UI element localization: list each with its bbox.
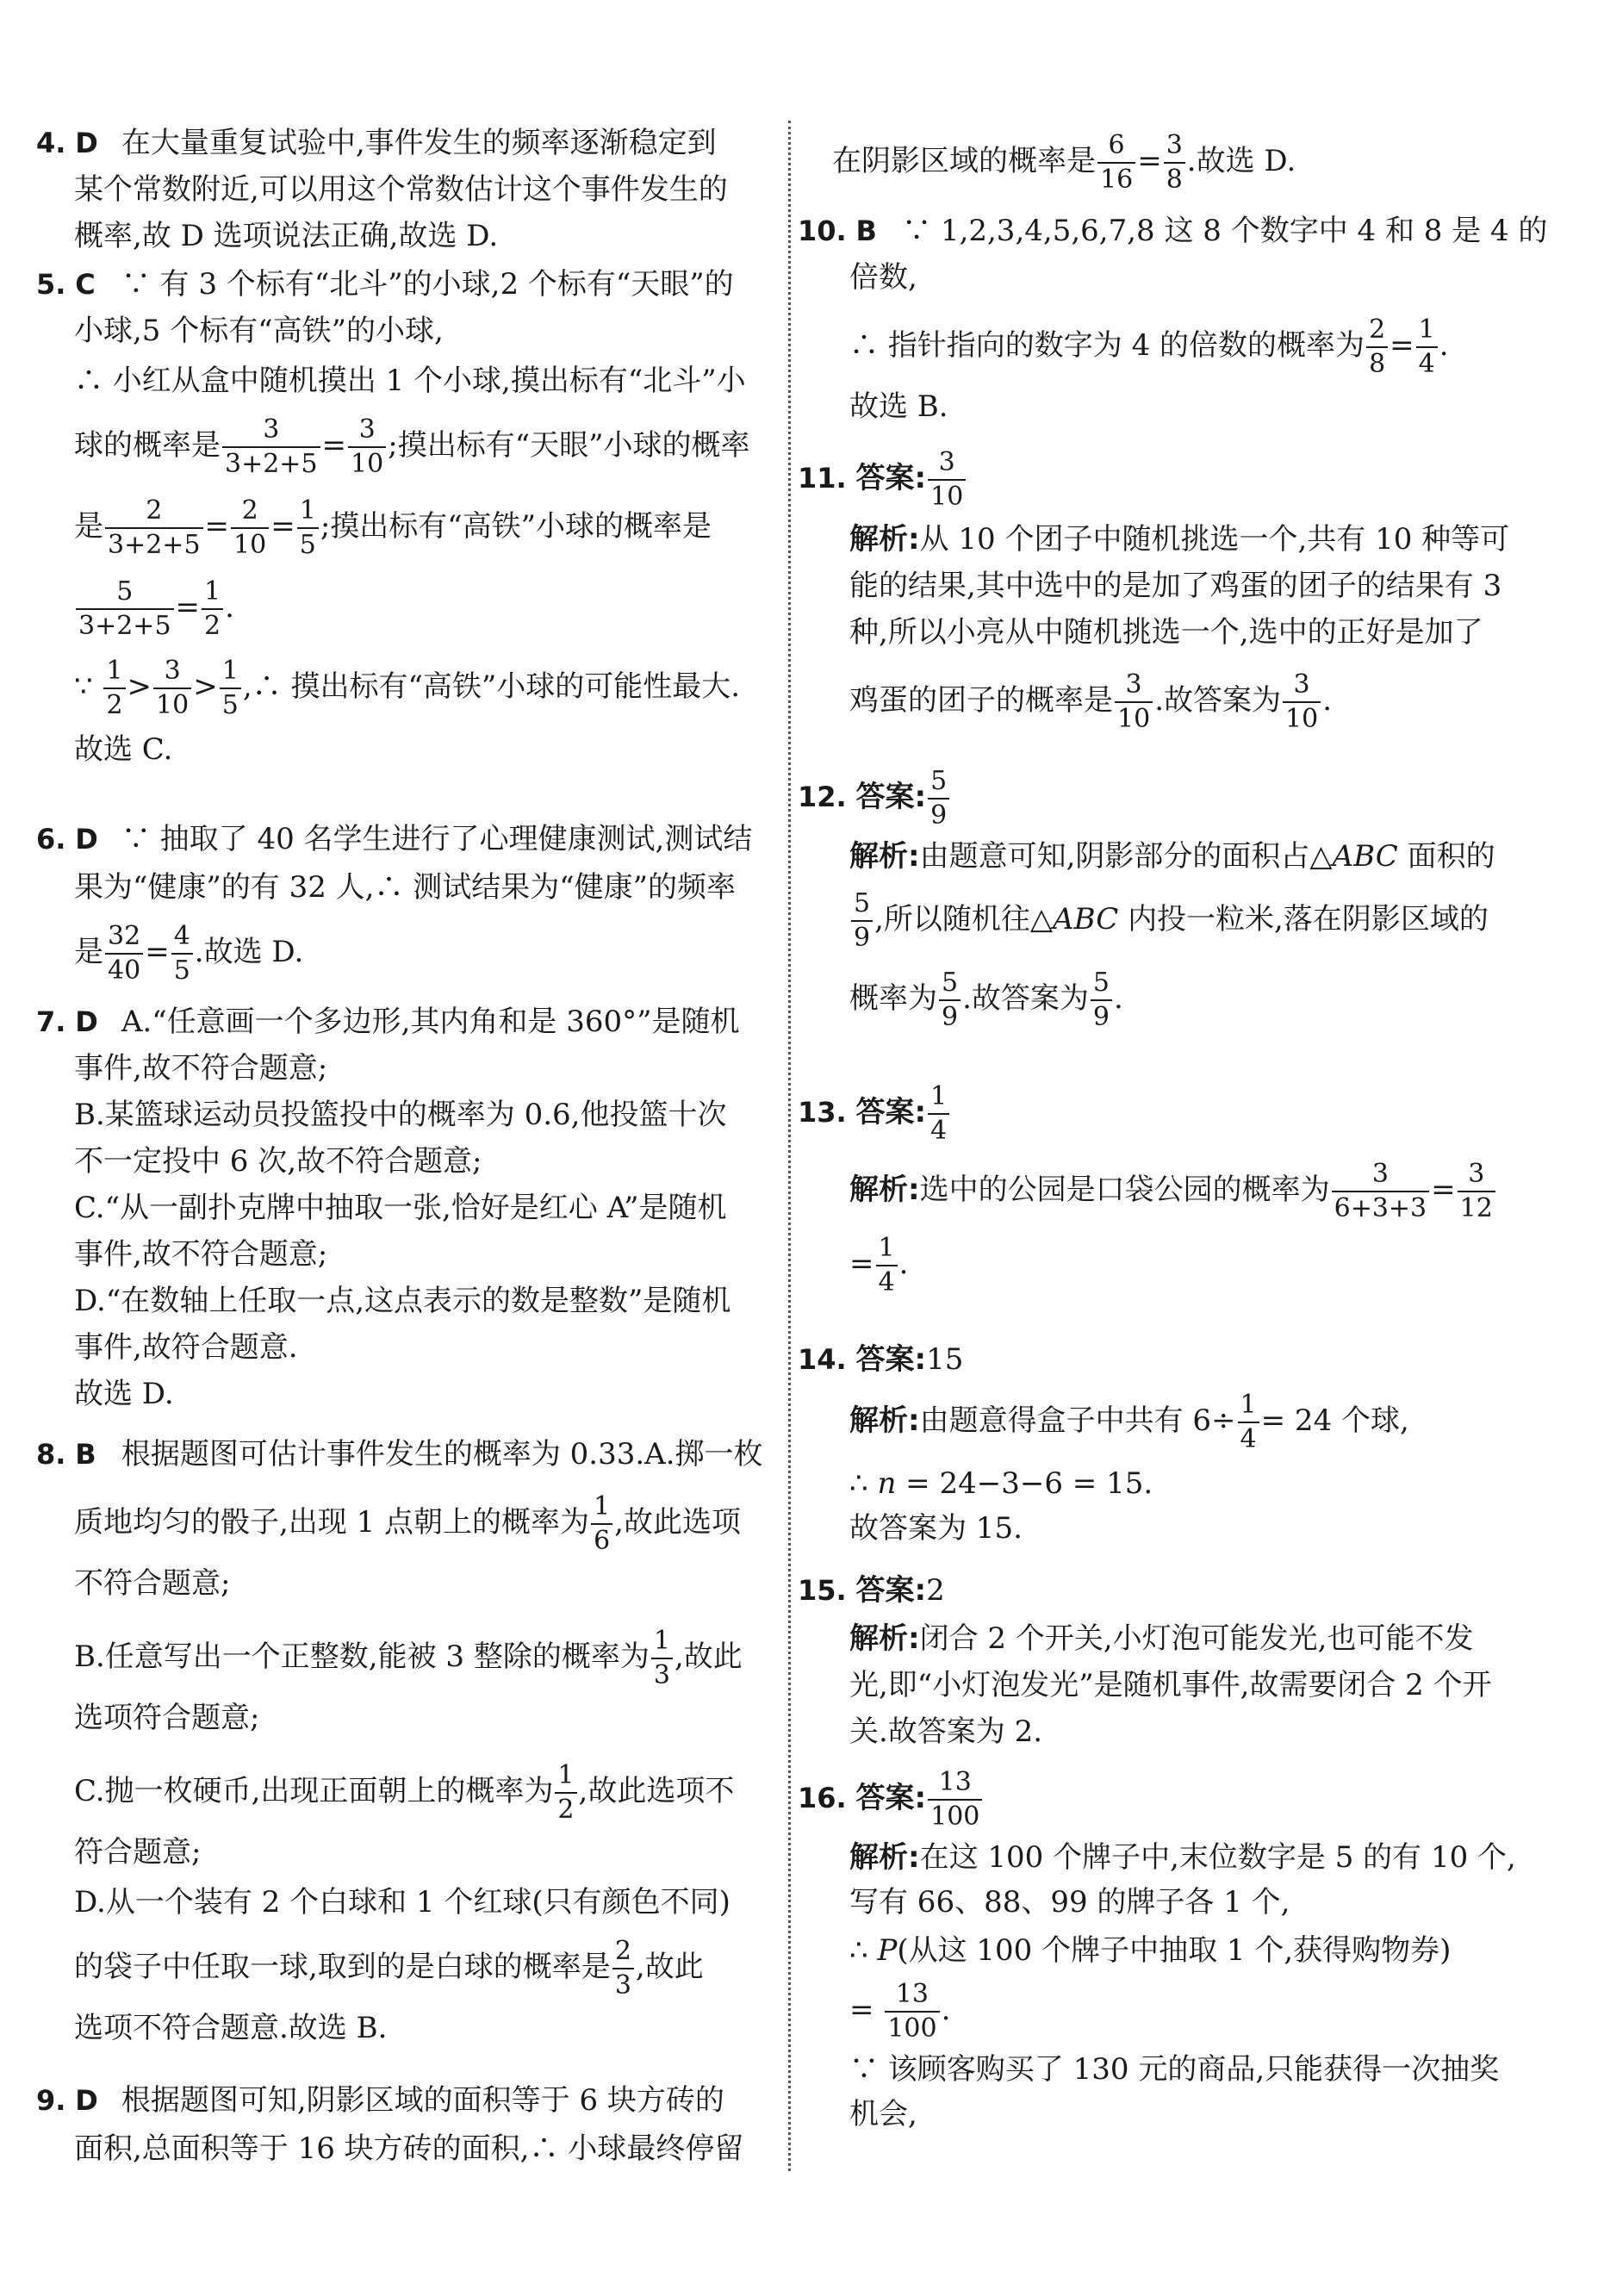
formula-line — [798, 314, 1547, 377]
column-divider — [788, 121, 791, 2171]
equals-sign: = — [145, 935, 170, 969]
text-line: 闭合 2 个开关,小灯泡可能发光,也可能不发 — [919, 1621, 1474, 1656]
fraction: $\frac{3}{6+3+3}$ — [1332, 1161, 1430, 1222]
text-line: D.“在数轴上任取一点,这点表示的数是整数”是随机 — [74, 1284, 731, 1318]
text-segment: ;摸出标有“天眼”小球的概率 — [388, 428, 750, 463]
fraction: $\frac{1}{4}$ — [876, 1235, 898, 1296]
item-8 — [36, 1434, 763, 2049]
fraction: $\frac{3}{8}$ — [1164, 133, 1185, 193]
item-number: 11. — [798, 462, 847, 495]
item-5 — [36, 264, 749, 770]
text-line: 事件,故不符合题意; — [74, 1051, 328, 1086]
answer-fraction: $\frac{3}{10}$ — [928, 450, 966, 510]
text-line: C.“从一副扑克牌中抽取一张,恰好是红心 A”是随机 — [74, 1191, 727, 1225]
text-line: D.从一个装有 2 个白球和 1 个红球(只有颜色不同) — [74, 1885, 731, 1920]
equals-sign: = — [204, 509, 230, 544]
solution-label: 解析: — [849, 1173, 920, 1207]
fraction: $\frac{5}{9}$ — [851, 891, 873, 951]
text-segment: ∴ 指针指向的数字为 4 的倍数的概率为 — [849, 328, 1365, 363]
text-segment: . — [1114, 981, 1123, 1016]
text-segment: ,故此 — [635, 1950, 704, 1984]
text-line: 倍数, — [849, 260, 917, 295]
text-line: ∴ 小红从盒中随机摸出 1 个小球,摸出标有“北斗”小 — [74, 364, 746, 398]
fraction: $\frac{32}{40}$ — [105, 924, 143, 984]
text-segment: ,∴ 摸出标有“高铁”小球的可能性最大. — [242, 669, 741, 704]
formula-line — [798, 887, 1495, 951]
text-segment: 球的概率是 — [74, 428, 221, 463]
fraction: $\frac{1}{2}$ — [555, 1763, 576, 1823]
text-line: ∵ 有 3 个标有“北斗”的小球,2 个标有“天眼”的 — [121, 267, 734, 302]
text-line: 机会, — [849, 2097, 917, 2131]
text-line: 在这 100 个牌子中,末位数字是 5 的有 10 个, — [919, 1840, 1516, 1875]
item-7 — [36, 1001, 740, 1415]
item-number: 14. — [798, 1343, 847, 1376]
formula-line — [36, 920, 752, 984]
text-segment: . — [898, 1247, 909, 1281]
variable-n: n — [877, 1466, 897, 1501]
fraction: $\frac{3}{10}$ — [348, 417, 386, 477]
because-symbol: ∵ — [74, 669, 93, 704]
text-segment: (从这 100 个牌子中抽取 1 个,获得购物券) — [897, 1933, 1452, 1968]
text-segment: ,故此选项 — [614, 1505, 741, 1540]
text-line: ∵ 该顾客购买了 130 元的商品,只能获得一次抽奖 — [849, 2052, 1500, 2087]
text-segment: 选中的公园是口袋公园的概率为 — [919, 1173, 1330, 1207]
fraction: $\frac{1}{5}$ — [297, 498, 319, 558]
fraction: $\frac{4}{5}$ — [171, 924, 193, 984]
equals-sign: = — [849, 1247, 874, 1281]
text-segment: 面积的 — [1407, 839, 1495, 874]
fraction: $\frac{3}{10}$ — [1115, 672, 1153, 732]
fraction: $\frac{1}{2}$ — [103, 658, 125, 719]
text-segment: .故答案为 — [962, 981, 1089, 1016]
text-line: ∵ 抽取了 40 名学生进行了心理健康测试,测试结 — [121, 822, 753, 856]
item-9-continued — [832, 129, 1296, 193]
text-segment: C.抛一枚硬币,出现正面朝上的概率为 — [74, 1774, 554, 1808]
text-line: B.某篮球运动员投篮投中的概率为 0.6,他投篮十次 — [74, 1098, 727, 1132]
solution-label: 解析: — [849, 1403, 920, 1438]
item-12 — [798, 765, 1495, 1030]
text-segment: .故选 D. — [1186, 144, 1296, 178]
answer-fraction: $\frac{5}{9}$ — [928, 768, 949, 829]
text-segment: 质地均匀的骰子,出现 1 点朝上的概率为 — [74, 1505, 590, 1540]
answer-label: 答案: — [855, 461, 927, 495]
text-segment: . — [941, 1993, 951, 2027]
item-6 — [36, 818, 752, 984]
text-line: 根据题图可估计事件发生的概率为 0.33.A.掷一枚 — [121, 1437, 763, 1472]
text-segment: 的袋子中任取一球,取到的是白球的概率是 — [74, 1950, 611, 1984]
text-segment: 是 — [74, 935, 103, 969]
item-number: 9. — [36, 2084, 66, 2117]
text-line: 光,即“小灯泡发光”是随机事件,故需要闭合 2 个开 — [849, 1668, 1492, 1702]
choice-answer: B — [75, 1438, 96, 1471]
triangle-abc: △ABC — [1029, 902, 1119, 936]
text-line: 写有 66、88、99 的牌子各 1 个, — [849, 1885, 1290, 1920]
text-segment: B.任意写出一个正整数,能被 3 整除的概率为 — [74, 1640, 650, 1674]
text-segment: ,故此选项不 — [578, 1774, 735, 1808]
answer-label: 答案: — [855, 1573, 927, 1608]
answer-fraction: $\frac{13}{100}$ — [928, 1770, 982, 1830]
formula-line — [798, 967, 1495, 1030]
fraction: $\frac{13}{100}$ — [885, 1982, 939, 2042]
text-line: 不符合题意; — [74, 1566, 231, 1601]
text-line: 种,所以小亮从中随机挑选一个,选中的正好是加了 — [849, 615, 1483, 650]
item-number: 15. — [798, 1574, 847, 1607]
formula-line — [798, 669, 1509, 732]
equals-sign: = — [849, 1993, 874, 2027]
choice-answer: D — [75, 2084, 98, 2117]
text-segment: = 24−3−6 = 15. — [896, 1466, 1153, 1501]
formula-line — [798, 1158, 1497, 1222]
text-segment: .故选 D. — [194, 935, 304, 969]
text-segment: . — [1439, 328, 1449, 363]
item-13 — [798, 1080, 1497, 1296]
answer-value: 15 — [926, 1342, 964, 1377]
text-line: 概率,故 D 选项说法正确,故选 D. — [74, 219, 499, 253]
text-line: 某个常数附近,可以用这个常数估计这个事件发生的 — [74, 172, 728, 207]
text-segment: 是 — [74, 509, 103, 544]
item-number: 13. — [798, 1096, 847, 1129]
fraction: $\frac{5}{9}$ — [939, 970, 961, 1030]
text-line: 故选 C. — [74, 732, 173, 767]
triangle-abc: △ABC — [1309, 839, 1398, 874]
text-segment: ∴ — [849, 1466, 878, 1501]
item-number: 7. — [36, 1005, 66, 1038]
fraction: $\frac{1}{3}$ — [651, 1628, 673, 1689]
fraction: $\frac{3}{3+2+5}$ — [222, 417, 320, 477]
answer-label: 答案: — [855, 1781, 927, 1815]
formula-line — [36, 655, 749, 719]
equals-sign: = — [175, 590, 201, 625]
text-line: 符合题意; — [74, 1835, 202, 1870]
formula-line — [798, 1389, 1409, 1453]
equals-sign: = — [1431, 1173, 1456, 1207]
equals-sign: = — [1390, 328, 1414, 363]
fraction: $\frac{1}{4}$ — [1238, 1392, 1259, 1453]
answer-label: 答案: — [855, 1342, 927, 1377]
text-segment: 概率为 — [849, 981, 937, 1016]
text-line: 不一定投中 6 次,故不符合题意; — [74, 1144, 482, 1179]
item-number: 6. — [36, 823, 66, 856]
item-number: 10. — [798, 215, 847, 247]
text-line: 从 10 个团子中随机挑选一个,共有 10 种等可 — [919, 522, 1510, 557]
item-10 — [798, 210, 1547, 427]
item-15 — [798, 1570, 1492, 1752]
text-segment: ;摸出标有“高铁”小球的概率是 — [320, 509, 712, 544]
choice-answer: D — [75, 1005, 98, 1038]
text-line: 选项不符合题意.故选 B. — [74, 2011, 388, 2045]
text-segment: .故答案为 — [1154, 683, 1281, 718]
answer-label: 答案: — [855, 780, 927, 814]
formula-line — [36, 576, 749, 639]
greater-than-sign: > — [193, 669, 218, 704]
choice-answer: B — [855, 215, 877, 247]
fraction: $\frac{6}{16}$ — [1097, 133, 1135, 193]
item-4 — [36, 122, 728, 257]
formula-line — [36, 414, 749, 477]
text-segment: = 24 个球, — [1260, 1403, 1409, 1438]
item-14 — [798, 1339, 1409, 1549]
equals-sign: = — [270, 509, 295, 544]
formula-line — [36, 1625, 763, 1689]
equals-sign: = — [1137, 144, 1162, 178]
item-number: 12. — [798, 781, 847, 813]
text-line: 故选 B. — [849, 389, 948, 424]
fraction: $\frac{2}{3}$ — [612, 1938, 634, 1999]
solution-label: 解析: — [849, 1840, 920, 1875]
text-line: 选项符合题意; — [74, 1701, 260, 1735]
variable-p: P — [877, 1933, 898, 1968]
item-number: 4. — [36, 127, 66, 159]
greater-than-sign: > — [127, 669, 152, 704]
formula-line — [36, 1490, 763, 1554]
text-segment: 鸡蛋的团子的概率是 — [849, 683, 1113, 718]
text-line: 果为“健康”的有 32 人,∴ 测试结果为“健康”的频率 — [74, 870, 737, 905]
fraction: $\frac{1}{5}$ — [220, 658, 241, 719]
item-number: 5. — [36, 268, 66, 301]
text-segment: ,故此 — [674, 1640, 743, 1674]
text-segment: 由题意可知,阴影部分的面积占 — [919, 839, 1310, 874]
answer-value: 2 — [926, 1573, 945, 1608]
answer-label: 答案: — [855, 1095, 927, 1129]
choice-answer: D — [75, 823, 98, 856]
text-segment: 内投一粒米,落在阴影区域的 — [1128, 902, 1489, 936]
fraction: $\frac{5}{9}$ — [1091, 970, 1112, 1030]
equals-sign: = — [321, 428, 347, 463]
fraction: $\frac{1}{4}$ — [1416, 317, 1438, 377]
fraction: $\frac{3}{10}$ — [153, 658, 191, 719]
answer-fraction: $\frac{1}{4}$ — [928, 1084, 949, 1144]
item-9 — [36, 2080, 743, 2169]
text-segment: ,所以随机往 — [874, 902, 1030, 936]
text-segment: . — [1322, 683, 1332, 718]
choice-answer: C — [75, 268, 96, 301]
text-line: 小球,5 个标有“高铁”的小球, — [74, 314, 444, 348]
fraction: $\frac{1}{2}$ — [202, 579, 223, 639]
text-segment: 由题意得盒子中共有 6÷ — [919, 1403, 1236, 1438]
text-segment: . — [225, 590, 234, 625]
text-line: 故选 D. — [74, 1377, 174, 1411]
text-segment: 在阴影区域的概率是 — [832, 144, 1096, 178]
solution-label: 解析: — [849, 522, 920, 557]
formula-line — [798, 1232, 1497, 1296]
text-line: 事件,故符合题意. — [74, 1330, 298, 1365]
text-line: 在大量重复试验中,事件发生的频率逐渐稳定到 — [121, 126, 717, 160]
solution-label: 解析: — [849, 839, 920, 874]
fraction: $\frac{2}{8}$ — [1366, 317, 1388, 377]
text-segment: ∴ — [849, 1933, 878, 1968]
text-line: 故答案为 15. — [849, 1511, 1023, 1546]
formula-line — [36, 495, 749, 558]
fraction: $\frac{2}{3+2+5}$ — [105, 498, 203, 558]
choice-answer: D — [75, 127, 98, 159]
text-line: 关.故答案为 2. — [849, 1714, 1043, 1749]
fraction: $\frac{3}{10}$ — [1283, 672, 1321, 732]
item-16 — [798, 1766, 1516, 2135]
item-11 — [798, 446, 1509, 732]
text-line: 面积,总面积等于 16 块方砖的面积,∴ 小球最终停留 — [74, 2131, 744, 2166]
solution-label: 解析: — [849, 1621, 920, 1656]
formula-line — [36, 1935, 763, 1999]
formula-line — [36, 1759, 763, 1823]
text-line: 能的结果,其中选中的是加了鸡蛋的团子的结果有 3 — [849, 569, 1502, 603]
fraction: $\frac{1}{6}$ — [591, 1494, 612, 1554]
fraction: $\frac{3}{12}$ — [1458, 1161, 1495, 1222]
fraction: $\frac{5}{3+2+5}$ — [76, 579, 174, 639]
text-line: A.“任意画一个多边形,其内角和是 360°”是随机 — [121, 1005, 740, 1039]
text-line: ∵ 1,2,3,4,5,6,7,8 这 8 个数字中 4 和 8 是 4 的 — [902, 214, 1548, 248]
item-number: 8. — [36, 1438, 66, 1471]
text-line: 事件,故不符合题意; — [74, 1237, 328, 1272]
formula-line — [798, 1978, 1516, 2042]
text-line: 根据题图可知,阴影区域的面积等于 6 块方砖的 — [121, 2083, 724, 2118]
fraction: $\frac{2}{10}$ — [231, 498, 269, 558]
item-number: 16. — [798, 1782, 847, 1814]
